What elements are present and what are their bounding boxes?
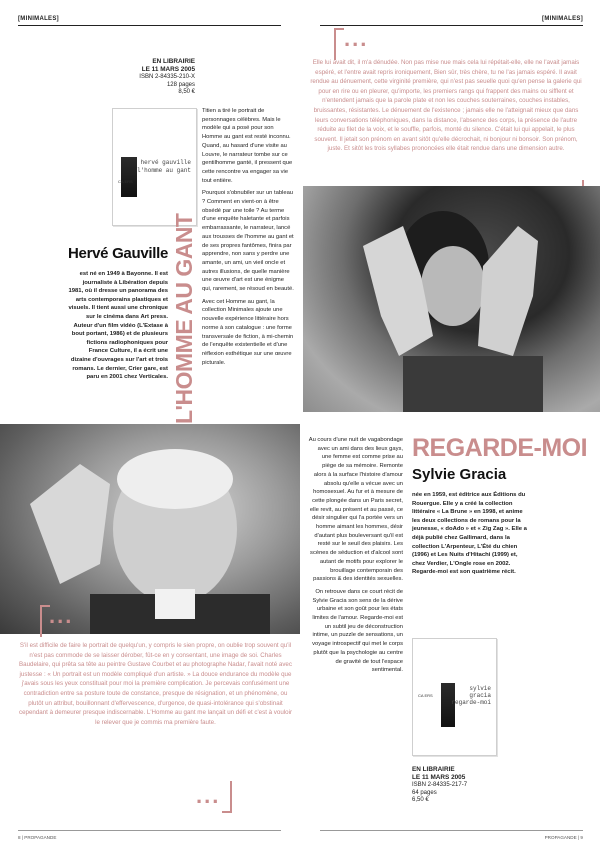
book1-cover-publisher: CA ERS [118,179,133,184]
book1-cover-photo [121,157,137,197]
book2-pages: 64 pages [412,789,437,796]
quote-top: Elle lui avait dit, il m'a dénudée. Non pas mise nue mais cela lui répétait-elle, elle ne l'avait jamais espéré, et l'entre avait repris ironiquement, Bien sûr, très chère, tu ne l'as jamais espéré. Il avait rendue au dénuement, cette virginité première, qui n'est pas seuelle quoi qu'en pense la galerie qui pour en rire ou en pleurer, qu'importe, les premiers rangs qui frappent des mains ou sifflent et n'entendent jamais que la parole plate et non les couches souterraines, couches instables, bruissantes, résistantes. Le dénuement de l'existence ; jamais elle ne l'atteignait mieux que dans leurs conversations téléphoniques, dans la distance, l'absence des corps, la présence de l'autre réduite au filet de la voix, et le souffle, parfois, monté du silence. C'était lui qui appelait, le plus souvent. Il jetait son prénom en avant sitôt qu'elle décrochait, ni bonjour ni bonsoir. Son prénom, juste. Et sitôt les trois syllabes prononcées elle était rendue dans une dimension autre. [310,59,582,153]
book1-desc-p3: Avec cet Homme au gant, la collection Minimales ajoute une nouvelle expérience littéraire hors norme à son catalogue : une forme transversale de fiction, à mi-chemin de l'enquête existentielle et d'une réflexion esthétique sur une œuvre picturale. [202,298,294,366]
footer-page-right: PROPAGANDE | 9 [544,835,583,840]
footer-rule-left [18,830,281,831]
quote-bottom: S'il est difficile de faire le portrait de quelqu'un, y compris le sien propre, on oublie trop souvent qu'il n'est pas commode de se laisser dérober, fût-ce en y consentant, une image de soi. Charles Baudelaire, qui prêta sa tête au peintre Gustave Courbet et au photographe Nadar, l'avait noté avec justesse : « Un portrait est un modèle compliqué d'un artiste. » La douce endurance du modèle que j'avais sous les yeux constituait pour moi la première complication. Je percevais confusément une contradiction entre sa posture toute de constance, presque de résignation, et un phénomène, ou plutôt un attribut, bouillonnant d'effervescence, d'urgence, de quasi-intolérance qui s'obstinait cependant à demeurer presque indiscernable. L'Homme au gant me lançait un défi et c'est à vouloir le relever que je commis ma première faute. [18,642,293,726]
book1-description [202,107,294,371]
book2-isbn: ISBN 2-84335-217-7 [412,782,468,788]
book1-info [115,58,195,97]
quote-top-open-bracket [334,28,344,60]
book2-cover-title: regarde-moi [451,699,491,706]
author-photo-sylvie [303,186,600,412]
book1-desc-p1: Titien a tiré le portrait de personnages célèbres. Mais le modèle qui a posé pour son Homme au gant est resté inconnu. Quand, au hasard d'une visite au Louvre, le narrateur tombe sur ce gentilhomme ganté, il pressent que cette rencontre va engager sa vie tout entière. [202,108,293,184]
book2-desc-p1: Au cours d'une nuit de vagabondage avec un ami dans des lieux gays, une femme est comme prise au piège de sa mémoire. Remonte alors à la surface l'histoire d'amour absolu qu'elle a vécue avec un homosexuel. Au fur et à mesure de cette plongée dans un Paris secret, elle revit, au présent et au passé, ce désir singulier qui l'a portée vers un homme aimant les hommes, désir d'autant plus bouleversant qu'il est resté sur le seuil des plaisirs. Les scènes de séduction et d'alcool sont autant de motifs pour explorer le brouillage contemporain des passions & des identités sexuelles. [308,437,403,583]
book2-release-date: LE 11 MARS 2005 [412,774,466,781]
book1-pages: 128 pages [166,81,195,88]
section-label-left: [MINIMALES] [18,16,59,22]
book1-release-date: LE 11 MARS 2005 [141,66,195,73]
book1-cover-author: hervé gauville [140,159,191,166]
book2-author-bio: née en 1959, est éditrice aux Éditions du Rouergue. Elle y a créé la collection littéraire « La Brune » en 1998, et anime les deux collections de romans pour la jeunesse, « doAdo » et « Zig Zag ». Elle a déjà publié chez Gallimard, dans la collection L'Arpenteur, L'Été du chien (1996) et Les Nuits d'Hitachi (1999) et, chez Verdier, L'Ongle rose en 2002. Regarde-moi est son quatrième récit. [412,492,527,576]
book2-title: REGARDE-MOI [412,434,588,462]
quote-bottom-close-dots: ... [196,783,221,808]
book2-cover-author: sylvie gracia [469,685,491,699]
book2-cover [412,638,497,756]
footer-rule-right [320,830,583,831]
book2-release-label: EN LIBRAIRIE [412,766,455,773]
book2-desc-p2: On retrouve dans ce court récit de Sylvie Gracia son sens de la dérive urbaine et son goût pour les états limites de l'amour. Regarde-moi est un subtil jeu de déconstruction intime, un puzzle de sensations, un voyage introspectif qui met le corps plutôt que la psychologie au centre de gravité de tout l'espace sentimental. [312,588,403,674]
book1-desc-p2: Pourquoi s'obnubiler sur un tableau ? Comment en vient-on à être obsédé par une toile ? Au terme d'une enquête haletante et parfois embarrassante, le narrateur, lancé aux trousses de l'homme au gant et de ses propres fantômes, finira par apprendre, non sans y perdre une amante, un ami, un vieil oncle et autres illusions, de quelle manière une œuvre d'art est une énigme qui, rarement, se résoud en beauté. [202,190,294,293]
book2-author-name: Sylvie Gracia [412,466,507,483]
book1-release-label: EN LIBRAIRIE [152,58,195,65]
book1-author-bio: est né en 1949 à Bayonne. Il est journaliste à Libération depuis 1981, où il dresse un panorama des arts contemporains plastiques et visuels. Il tient aussi une chronique sur le cinéma dans Art press. Auteur d'un film vidéo (L'Extase à bout portant, 1986) et de plusieurs fictions radiophoniques pour France Culture, il a écrit une dizaine d'ouvrages sur l'art et trois romans. Le dernier, Crier gare, est paru en 2001 chez Verticales. [68,271,168,381]
book1-price: 8,50 € [178,89,195,96]
book2-cover-publisher: CA ERS [418,693,433,698]
book2-description [308,436,403,679]
book2-price: 6,50 € [412,797,429,804]
author-photo-herve [0,424,300,634]
quote-bottom-open-dots: ... [49,603,74,628]
book1-isbn: ISBN 2-84335-210-X [139,74,195,80]
header-rule-left [18,25,281,26]
footer-page-left: 8 | PROPAGANDE [18,835,57,840]
book1-cover-title: l'homme au gant [136,167,191,174]
quote-bottom-close-bracket [222,781,232,813]
book1-vertical-title: L'HOMME AU GANT [171,213,197,424]
book1-cover [112,108,197,226]
book2-info [412,766,492,805]
quote-top-open-dots: ... [344,26,369,51]
book1-author-name: Hervé Gauville [68,245,169,262]
section-label-right: [MINIMALES] [542,16,583,22]
